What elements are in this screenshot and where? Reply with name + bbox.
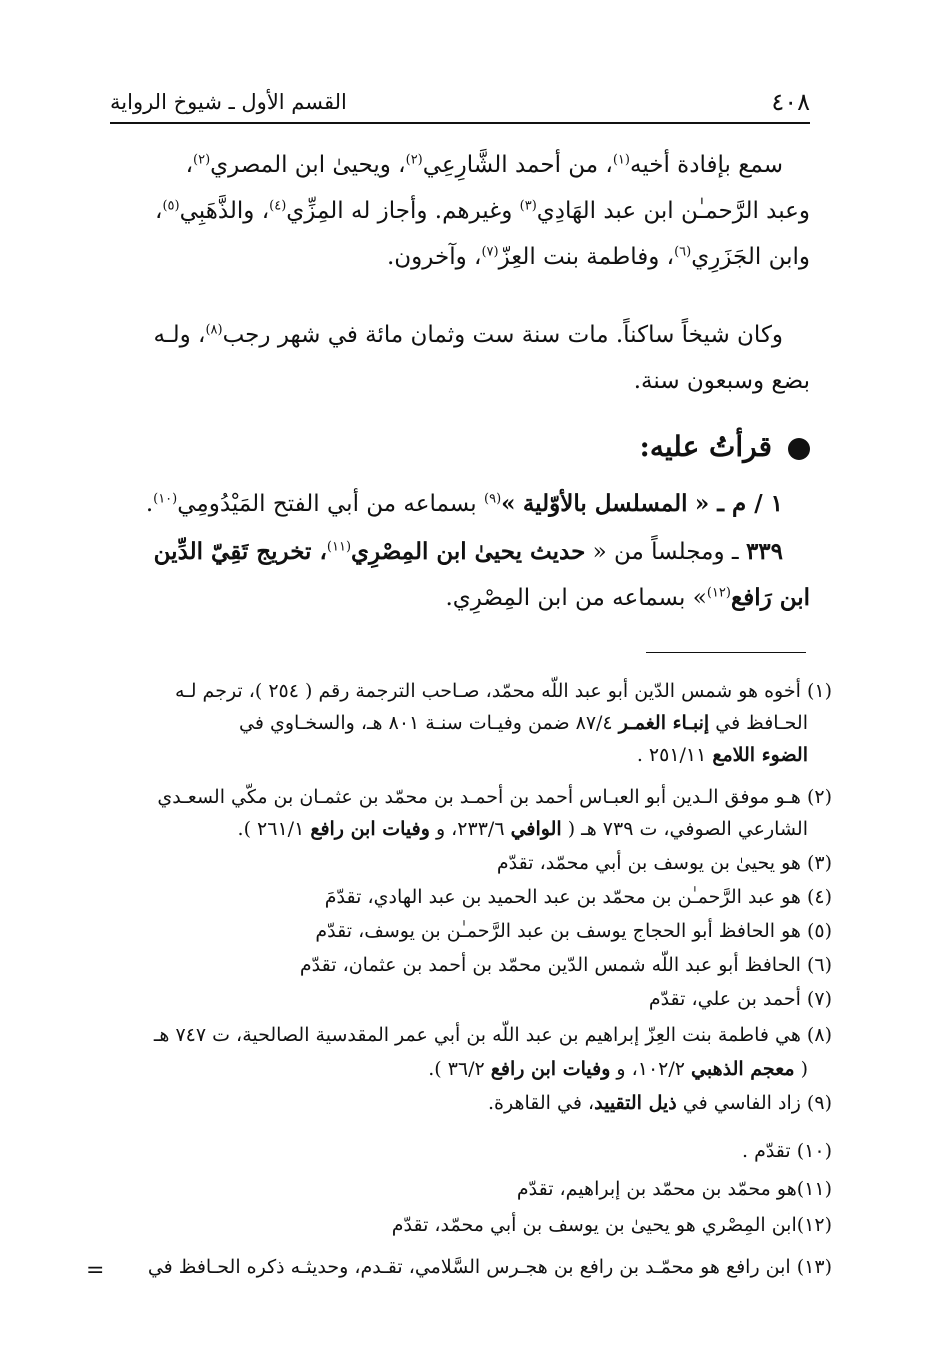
- book-title: إنبـاء الغمـر: [618, 712, 710, 734]
- book-title: الوافي: [510, 818, 562, 840]
- text: (٣) هو يحيىٰ بن يوسف بن أبي محمّد، تقدّم: [496, 852, 832, 874]
- item-2-line-1: [110, 538, 783, 565]
- footnote-ref: (١١): [326, 539, 352, 555]
- text: (٧) أحمد بن علي، تقدّم: [648, 988, 832, 1010]
- text: (١٣) ابن رافع هو محمّـد بن رافع بن هجـرس السَّلامي، تقـدم، وحديثـه ذكره الحـافظ في: [147, 1256, 832, 1278]
- footnote-12: [110, 1214, 832, 1236]
- text: ٢٣٣/٦، و: [429, 818, 511, 840]
- footnote-separator: [646, 652, 806, 653]
- text: سمع بإفادة أخيه: [629, 152, 783, 178]
- text: ، وفاطمة بنت العِزّ: [498, 244, 675, 270]
- text: ، في القاهرة.: [488, 1092, 595, 1114]
- footnote-2-line-1: [110, 786, 832, 808]
- body-line-2: [110, 198, 810, 224]
- text: ، وآخرون.: [386, 244, 482, 270]
- section-heading: قرأتُ عليه:: [639, 430, 772, 463]
- text: ، ويحيىٰ ابن المصري: [210, 152, 406, 178]
- footnote-1-line-2: [110, 712, 808, 734]
- footnote-ref: (٤): [269, 198, 287, 214]
- footnote-2-line-2: [110, 818, 808, 840]
- footnote-1-line-1: [110, 680, 832, 702]
- book-title: وفيات ابن رافع: [490, 1058, 611, 1080]
- text: ١٠٢/٢، و: [610, 1058, 692, 1080]
- text: بضع وسبعون سنة.: [633, 368, 810, 394]
- text: الشارعي الصوفي، ت ٧٣٩ هـ (: [561, 818, 808, 840]
- text: ـ ومجلساً من «: [592, 539, 739, 565]
- text: (١) أخوه هو شمس الدّين أبو عبد اللّه محمّد، صـاحب الترجمة رقم ( ٢٥٤ )، ترجم لـه: [174, 680, 832, 702]
- bullet-icon: [788, 438, 810, 460]
- item-title: ، تخريج تَقِيّ الدِّين: [153, 538, 327, 565]
- item-title: المسلسل بالأوّلية: [522, 490, 688, 517]
- book-title: وفيات ابن رافع: [310, 818, 430, 840]
- footnote-7: [110, 988, 832, 1010]
- footnote-ref: (١٠): [153, 491, 178, 507]
- text: (٤) هو عبد الرَّحمـٰن بن محمّد بن عبد الحميد بن عبد الهادي، تقدّمَ: [324, 886, 832, 908]
- item-1: [110, 490, 783, 517]
- footnote-ref: (٥): [162, 198, 180, 214]
- footnote-ref: (١): [612, 152, 630, 168]
- running-title: القسم الأول ـ شيوخ الرواية: [110, 90, 347, 114]
- text: (١٠) تقدّم .: [741, 1140, 832, 1162]
- text: ، ولـه: [153, 322, 206, 348]
- item-number: ٣٣٩: [745, 538, 783, 565]
- footnote-11: [110, 1178, 832, 1200]
- text: (٢) هـو موفق الـدين أبو العبـاس أحمد بن أحمـد بن محمّد بن عثمـان بن مكّي السعـدي: [157, 786, 832, 808]
- footnote-6: [110, 954, 832, 976]
- text: (٨) هي فاطمة بنت العِزّ إبراهيم بن عبد اللّه بن أبي عمر المقدسية الصالحية، ت ٧٤٧ هـ: [153, 1024, 832, 1046]
- book-title: الضوء اللامع: [712, 744, 808, 766]
- item-title: حديث يحيىٰ ابن المِصْرِي: [351, 538, 586, 565]
- book-title: ذيل التقييد: [594, 1092, 677, 1114]
- text: ٢٦١/١ ).: [237, 818, 311, 840]
- text: ٣٦/٢ ).: [428, 1058, 491, 1080]
- text: ،: [185, 152, 193, 178]
- page-header: [110, 86, 810, 124]
- text: .: [145, 491, 154, 517]
- text: وكان شيخاً ساكناً. مات سنة ست وثمان مائة في شهر رجب: [222, 322, 783, 348]
- footnote-ref: (٣): [519, 198, 537, 214]
- item-2-line-2: [110, 584, 810, 611]
- text: ٢٥١/١١ .: [636, 744, 713, 766]
- footnote-9: [110, 1092, 832, 1114]
- footnote-5: [110, 920, 832, 942]
- footnote-3: [110, 852, 832, 874]
- footnote-ref: (٩): [484, 491, 502, 507]
- text: » بسماعه من ابن المِصْرِي.: [445, 585, 707, 611]
- text: ٨٧/٤ ضمن وفيـات سنـة ٨٠١ هـ، والسخـاوي في: [238, 712, 619, 734]
- footnote-ref: (٢): [193, 152, 211, 168]
- footnote-13: [118, 1256, 832, 1278]
- footnote-10: [110, 1140, 832, 1162]
- footnote-4: [110, 886, 832, 908]
- text: (٦) الحافظ أبو عبد اللّه شمس الدّين محمّد بن أحمد بن عثمان، تقدّم: [299, 954, 832, 976]
- body-line-5: [110, 368, 810, 394]
- text: ، من أحمد الشَّارِعِي: [422, 152, 613, 178]
- text: (٥) هو الحافظ أبو الحجاج يوسف بن عبد الرَّحمـٰن بن يوسف، تقدّم: [315, 920, 832, 942]
- text: وغيرهم. وأجاز له المِزِّي: [286, 198, 513, 224]
- footnote-8-line-2: [110, 1058, 808, 1080]
- body-line-3: [110, 244, 810, 270]
- text: (١١)هو محمّد بن محمّد بن إبراهيم، تقدّم: [516, 1178, 832, 1200]
- footnote-ref: (١٢): [706, 585, 731, 601]
- continuation-mark: =: [86, 1258, 105, 1283]
- text: بسماعه من أبي الفتح المَيْدُومِي: [177, 491, 477, 517]
- text: ، والذَّهَبِي: [179, 198, 270, 224]
- text: ،: [155, 198, 163, 224]
- text: (٩) زاد الفاسي في: [676, 1092, 832, 1114]
- body-line-4: [110, 322, 783, 348]
- text: »: [501, 490, 516, 517]
- footnote-ref: (٧): [481, 244, 499, 260]
- item-number: ١ / م ـ «: [694, 490, 783, 517]
- text: الحـافظ في: [709, 712, 808, 734]
- item-title: ابن رَافع: [730, 584, 810, 611]
- text: (: [794, 1058, 808, 1080]
- text: وابن الجَزَرِي: [691, 244, 810, 270]
- footnote-ref: (٢): [405, 152, 423, 168]
- body-line-1: [110, 152, 783, 178]
- text: وعبد الرَّحمـٰن ابن عبد الهَادِي: [536, 198, 810, 224]
- text: (١٢)ابن المِصْري هو يحيىٰ بن يوسف بن أبي محمّد، تقدّم: [391, 1214, 832, 1236]
- book-title: معجم الذهبي: [691, 1058, 795, 1080]
- footnote-1-line-3: [110, 744, 808, 766]
- footnote-ref: (٨): [205, 322, 223, 338]
- footnote-ref: (٦): [674, 244, 692, 260]
- footnote-8-line-1: [110, 1024, 832, 1046]
- page-number: ٤٠٨: [771, 88, 810, 116]
